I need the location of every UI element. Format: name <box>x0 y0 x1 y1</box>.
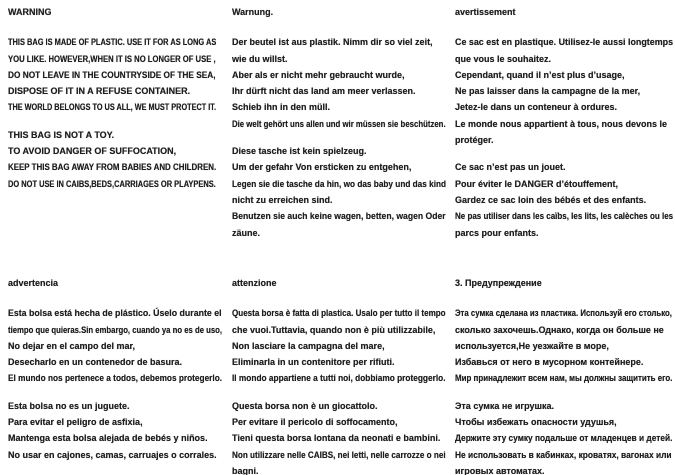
block-heading-russian <box>455 274 672 290</box>
text-line <box>8 413 222 429</box>
text-line <box>232 98 446 114</box>
text-line-content: Non lasciare la campagna del mare, <box>232 340 385 351</box>
heading-text: WARNING <box>8 7 52 17</box>
text-line-content: Desecharlo en un contenedor de basura. <box>8 357 183 368</box>
paragraph <box>232 33 446 131</box>
paragraph <box>455 158 673 239</box>
text-line-content: Tieni questa borsa lontana da neonati e bambini. <box>232 433 441 444</box>
text-line-content: El mundo nos pertenece a todos, debemos protegerlo. <box>8 373 223 384</box>
text-line <box>232 224 446 240</box>
text-line-content: Questa borsa non è un giocattolo. <box>232 400 378 411</box>
text-line-content: Esta bolsa no es un juguete. <box>8 400 130 411</box>
heading-text: attenzione <box>232 278 277 288</box>
text-line-content: используется,Не уезжайте в море, <box>455 340 609 351</box>
text-line <box>455 304 672 320</box>
text-line-content: Ne pas utiliser dans les caïbs, les lits, les calèches ou les <box>455 211 674 222</box>
text-line <box>455 321 672 337</box>
text-line <box>232 33 446 49</box>
text-line <box>8 142 216 158</box>
block-body-french <box>455 33 673 240</box>
heading-text: Warnung. <box>232 7 274 17</box>
text-line-content: Pour éviter le DANGER d’étouffement, <box>455 178 619 189</box>
text-line <box>455 429 672 445</box>
paragraph <box>232 397 446 475</box>
text-line-content: THIS BAG IS MADE OF PLASTIC. USE IT FOR AS LONG AS <box>8 37 217 48</box>
text-line-content: Non utilizzare nelle CAIBS, nei letti, nelle carrozze o nei <box>232 449 446 460</box>
text-line <box>232 446 446 462</box>
warning-block-italian <box>232 274 446 475</box>
text-line <box>455 98 673 114</box>
text-line <box>8 321 222 337</box>
heading-text: avertissement <box>455 7 516 17</box>
text-line <box>8 66 216 82</box>
block-heading-german <box>232 3 446 19</box>
text-line <box>455 115 673 131</box>
text-line <box>8 337 222 353</box>
text-line <box>8 98 216 114</box>
text-line <box>455 33 673 49</box>
text-line-content: No usar en cajones, camas, carruajes o corrales. <box>8 449 217 460</box>
text-line <box>8 353 222 369</box>
text-line <box>455 413 672 429</box>
block-heading-italian <box>232 274 446 290</box>
text-line-content: Не использовать в кабинках, кроватях, вагонах или <box>455 449 672 460</box>
text-line-content: No dejar en el campo del mar, <box>8 340 136 351</box>
paragraph <box>455 397 672 475</box>
text-line <box>232 321 446 337</box>
block-body-german <box>232 33 446 240</box>
text-line <box>232 397 446 413</box>
text-line-content: Ce sac n’est pas un jouet. <box>455 162 566 173</box>
block-body-italian <box>232 304 446 475</box>
text-line <box>232 304 446 320</box>
text-line-content: Ce sac est en plastique. Utilisez-le aussi longtemps <box>455 37 674 48</box>
text-line <box>232 353 446 369</box>
text-line <box>232 191 446 207</box>
text-line-content: que vous le souhaitez. <box>455 53 552 64</box>
text-line-content: tiempo que quieras.Sin embargo, cuando ya no es de uso, <box>8 324 223 335</box>
text-line <box>8 304 222 320</box>
warning-block-english <box>8 3 216 191</box>
text-line <box>8 429 222 445</box>
text-line-content: Schieb ihn in den müll. <box>232 102 331 113</box>
text-line <box>455 131 673 147</box>
text-line-content: Eliminarla in un contenitore per rifiuti. <box>232 357 395 368</box>
text-line <box>8 126 216 142</box>
warning-block-spanish <box>8 274 222 462</box>
text-line <box>232 337 446 353</box>
text-line-content: nicht zu erreichen sind. <box>232 194 333 205</box>
paragraph <box>8 33 216 114</box>
text-line <box>455 66 673 82</box>
text-line <box>232 413 446 429</box>
text-line <box>232 158 446 174</box>
text-line <box>455 207 673 223</box>
paragraph <box>8 397 222 462</box>
text-line-content: zäune. <box>232 227 261 238</box>
text-line-content: Эта сумка сделана из пластика. Используй его столько, <box>455 308 672 319</box>
text-line <box>232 142 446 158</box>
text-line <box>8 446 222 462</box>
text-line-content: Der beutel ist aus plastik. Nimm dir so viel zeit, <box>232 37 433 48</box>
warning-block-german <box>232 3 446 240</box>
text-line-content: Мир принадлежит всем нам, мы должны защитить его. <box>455 373 673 384</box>
text-line-content: Legen sie die tasche da hin, wo das baby und das kind <box>232 178 447 189</box>
text-line-content: THIS BAG IS NOT A TOY. <box>8 129 115 140</box>
text-line <box>455 353 672 369</box>
text-line-content: Esta bolsa está hecha de plástico. Úselo durante el <box>8 308 222 319</box>
text-line-content: игровых автоматах. <box>455 465 545 475</box>
block-heading-english <box>8 3 216 19</box>
text-line <box>232 115 446 131</box>
text-line-content: сколько захочешь.Однако, когда он больше не <box>455 324 664 335</box>
text-line-content: Aber als er nicht mehr gebraucht wurde, <box>232 69 405 80</box>
heading-text: advertencia <box>8 278 59 288</box>
text-line <box>8 82 216 98</box>
text-line <box>232 369 446 385</box>
text-line-content: Эта сумка не игрушка. <box>455 400 554 411</box>
text-line <box>455 175 673 191</box>
text-line-content: Ne pas laisser dans la campagne de la mer, <box>455 86 641 97</box>
text-line-content: Benutzen sie auch keine wagen, betten, wagen Oder <box>232 211 446 222</box>
text-line-content: Le monde nous appartient à tous, nous devons le <box>455 118 668 129</box>
text-line-content: wie du willst. <box>232 53 288 64</box>
text-line-content: protéger. <box>455 135 494 146</box>
text-line <box>232 429 446 445</box>
text-line-content: Diese tasche ist kein spielzeug. <box>232 146 367 157</box>
text-line <box>232 82 446 98</box>
text-line <box>455 337 672 353</box>
text-line-content: YOU LIKE. HOWEVER,WHEN IT IS NO LONGER OF USE , <box>8 53 216 64</box>
text-line-content: Избавься от него в мусорном контейнере. <box>455 357 644 368</box>
text-line-content: che vuoi.Tuttavia, quando non è più utilizzabile, <box>232 324 436 335</box>
text-line <box>8 50 216 66</box>
text-line-content: Il mondo appartiene a tutti noi, dobbiamo proteggerlo. <box>232 373 446 384</box>
text-line-content: Cependant, quand il n’est plus d’usage, <box>455 69 625 80</box>
block-body-russian <box>455 304 672 475</box>
text-line-content: Die welt gehört uns allen und wir müssen sie beschützen. <box>232 118 446 129</box>
text-line <box>455 82 673 98</box>
block-body-spanish <box>8 304 222 462</box>
text-line <box>232 66 446 82</box>
paragraph <box>455 33 673 147</box>
heading-text: 3. Предупреждение <box>455 278 542 288</box>
text-line-content: Gardez ce sac loin des bébés et des enfants. <box>455 194 647 205</box>
text-line-content: Questa borsa è fatta di plastica. Usalo per tutto il tempo <box>232 308 446 319</box>
text-line-content: Чтобы избежать опасности удушья, <box>455 417 617 428</box>
block-heading-spanish <box>8 274 222 290</box>
paragraph <box>455 304 672 385</box>
text-line-content: DO NOT LEAVE IN THE COUNTRYSIDE OF THE SEA, <box>8 69 216 80</box>
paragraph <box>8 126 216 191</box>
text-line <box>455 191 673 207</box>
text-line-content: Ihr dürft nicht das land am meer verlassen. <box>232 86 416 97</box>
text-line-content: bagni. <box>232 465 259 475</box>
text-line-content: Para evitar el peligro de asfixia, <box>8 417 143 428</box>
text-line-content: TO AVOID DANGER OF SUFFOCATION, <box>8 146 177 157</box>
text-line-content: DISPOSE OF IT IN A REFUSE CONTAINER. <box>8 86 191 97</box>
text-line-content: parcs pour enfants. <box>455 227 539 238</box>
text-line <box>8 158 216 174</box>
text-line <box>8 175 216 191</box>
text-line <box>232 207 446 223</box>
text-line <box>8 397 222 413</box>
text-line <box>8 33 216 49</box>
text-line <box>8 369 222 385</box>
text-line <box>232 175 446 191</box>
paragraph <box>232 304 446 385</box>
text-line-content: Mantenga esta bolsa alejada de bebés y niños. <box>8 433 208 444</box>
warning-block-french <box>455 3 673 240</box>
paragraph <box>8 304 222 385</box>
text-line-content: Per evitare il pericolo di soffocamento, <box>232 417 398 428</box>
text-line <box>455 397 672 413</box>
text-line-content: Um der gefahr Von ersticken zu entgehen, <box>232 162 412 173</box>
text-line <box>232 50 446 66</box>
text-line-content: Jetez-le dans un conteneur à ordures. <box>455 102 618 113</box>
text-line <box>455 50 673 66</box>
text-line <box>455 158 673 174</box>
text-line <box>455 462 672 475</box>
text-line-content: THE WORLD BELONGS TO US ALL, WE MUST PROTECT IT. <box>8 102 216 113</box>
warning-block-russian <box>455 274 672 475</box>
text-line-content: DO NOT USE IN CAIBS,BEDS,CARRIAGES OR PLAYPENS. <box>8 178 216 189</box>
text-line-content: Держите эту сумку подальше от младенцев и детей. <box>455 433 673 444</box>
block-body-english <box>8 33 216 191</box>
text-line <box>455 446 672 462</box>
text-line <box>455 369 672 385</box>
text-line-content: KEEP THIS BAG AWAY FROM BABIES AND CHILDREN. <box>8 162 217 173</box>
paragraph <box>232 142 446 240</box>
text-line <box>455 224 673 240</box>
text-line <box>232 462 446 475</box>
block-heading-french <box>455 3 673 19</box>
